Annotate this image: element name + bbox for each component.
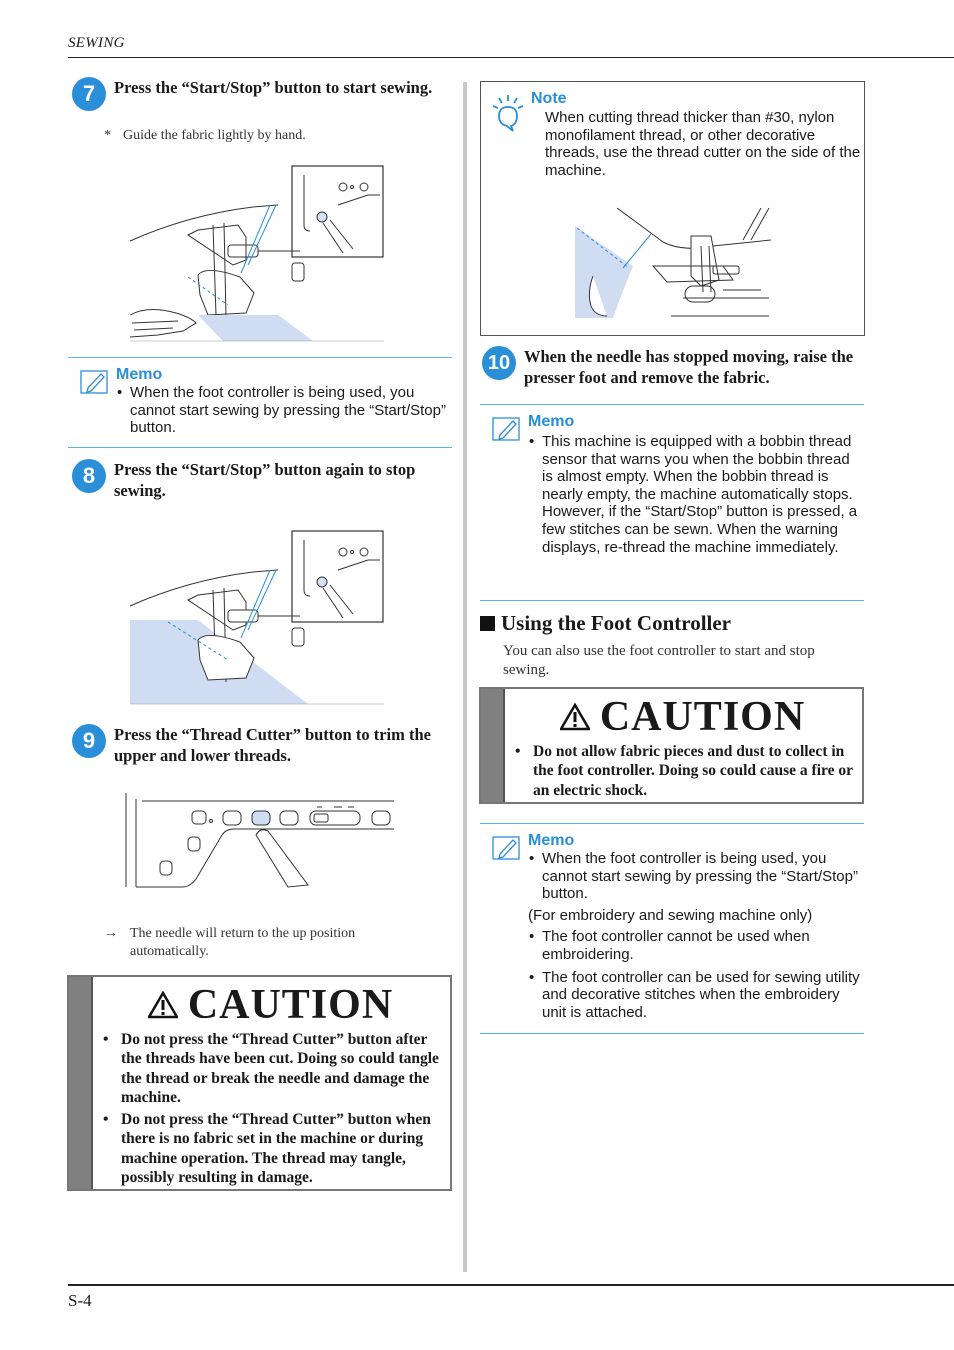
memo-item: • When the foot controller is being used, you cannot start sewing by pressing the “Start/Stop” button. — [116, 384, 452, 437]
footer-rule — [68, 1284, 954, 1286]
sewing-machine-fabric-illustration — [128, 530, 386, 706]
memo-item: • This machine is equipped with a bobbin thread sensor that warns you when the bobbin thread is almost empty. When the bobbin thread is nearly empty, the machine automatically stops. However, if the “Start/Stop” button is pressed, a few stitches can be sewn. When the warning displays, re-thread the machine immediately. — [528, 433, 864, 556]
step-9 — [72, 724, 452, 766]
warning-triangle-icon — [560, 703, 590, 731]
caution-item: • Do not allow fabric pieces and dust to collect in the foot controller. Doing so could cause a fire or an electric shock. — [511, 742, 854, 800]
caution-heading-text: CAUTION — [599, 694, 806, 740]
step-number-badge: 8 — [72, 459, 106, 493]
arrow-marker: → — [104, 926, 118, 941]
step-8 — [72, 459, 452, 501]
step-9-result — [104, 925, 404, 961]
caution-box — [479, 687, 864, 804]
sewing-machine-hand-illustration — [128, 165, 386, 343]
memo-box — [480, 823, 864, 1034]
memo-list — [528, 433, 864, 556]
memo-box — [480, 404, 864, 601]
caution-body — [91, 977, 450, 1189]
caution-item: • Do not press the “Thread Cutter” button when there is no fabric set in the machine or during machine operation. The thread may tangle, possibly resulting in damage. — [99, 1110, 442, 1187]
note-text: Guide the fabric lightly by hand. — [123, 128, 306, 143]
caution-list — [99, 1030, 442, 1187]
memo-pencil-icon — [80, 368, 110, 396]
note-title: Note — [531, 90, 567, 107]
note-box — [480, 81, 865, 336]
step-10 — [482, 346, 864, 388]
memo-title: Memo — [116, 366, 163, 383]
step-7-note — [104, 127, 444, 145]
caution-box — [67, 975, 452, 1191]
memo-item: • When the foot controller is being used, you cannot start sewing by pressing the “Start/Stop” button. — [528, 850, 864, 903]
result-text: The needle will return to the up position automatically. — [130, 926, 356, 959]
memo-item: • The foot controller can be used for sewing utility and decorative stitches when the embroidery unit is attached. — [528, 969, 864, 1022]
memo-item: • The foot controller cannot be used when embroidering. — [528, 928, 864, 963]
caution-heading-text: CAUTION — [187, 982, 394, 1028]
note-lightbulb-icon — [491, 94, 525, 132]
step-7 — [72, 77, 452, 111]
caution-item: • Do not press the “Thread Cutter” button after the threads have been cut. Doing so could tangle the thread or break the needle and damage the machine. — [99, 1030, 442, 1107]
memo-list — [116, 384, 452, 437]
warning-triangle-icon — [148, 991, 178, 1019]
asterisk-marker: * — [104, 128, 111, 143]
memo-list — [528, 928, 864, 1021]
section-heading — [480, 611, 731, 636]
side-thread-cutter-illustration — [573, 206, 773, 318]
section-heading-text: Using the Foot Controller — [501, 611, 732, 635]
caution-side-bar — [69, 977, 91, 1189]
caution-heading — [99, 983, 442, 1027]
caution-heading — [511, 695, 854, 739]
square-bullet-icon — [480, 616, 495, 631]
memo-title: Memo — [528, 832, 575, 849]
memo-list — [528, 850, 864, 903]
column-divider — [463, 82, 467, 1272]
step-number-badge: 9 — [72, 724, 106, 758]
section-intro: You can also use the foot controller to start and stop sewing. — [503, 643, 815, 678]
step-number-badge: 10 — [482, 346, 516, 380]
memo-pencil-icon — [492, 834, 522, 862]
page-number: S-4 — [68, 1291, 92, 1310]
step-instruction: Press the “Start/Stop” button to start sewing. — [114, 78, 433, 97]
step-instruction: Press the “Thread Cutter” button to trim the upper and lower threads. — [114, 725, 431, 765]
note-list — [531, 109, 861, 179]
caution-body — [503, 689, 862, 802]
memo-plain-text: (For embroidery and sewing machine only) — [528, 906, 813, 924]
memo-title: Memo — [528, 413, 575, 430]
note-item: When cutting thread thicker than #30, nylon monofilament thread, or other decorative threads, use the thread cutter on the side of the machine. — [545, 109, 861, 179]
header-section-label: SEWING — [68, 35, 125, 51]
caution-list — [511, 742, 854, 800]
step-number-badge: 7 — [72, 77, 106, 111]
step-instruction: When the needle has stopped moving, raise the presser foot and remove the fabric. — [524, 347, 854, 387]
caution-side-bar — [481, 689, 503, 802]
step-instruction: Press the “Start/Stop” button again to stop sewing. — [114, 460, 416, 500]
header-rule — [68, 57, 954, 58]
memo-box — [68, 357, 452, 448]
memo-pencil-icon — [492, 415, 522, 443]
thread-cutter-button-illustration — [122, 789, 396, 889]
